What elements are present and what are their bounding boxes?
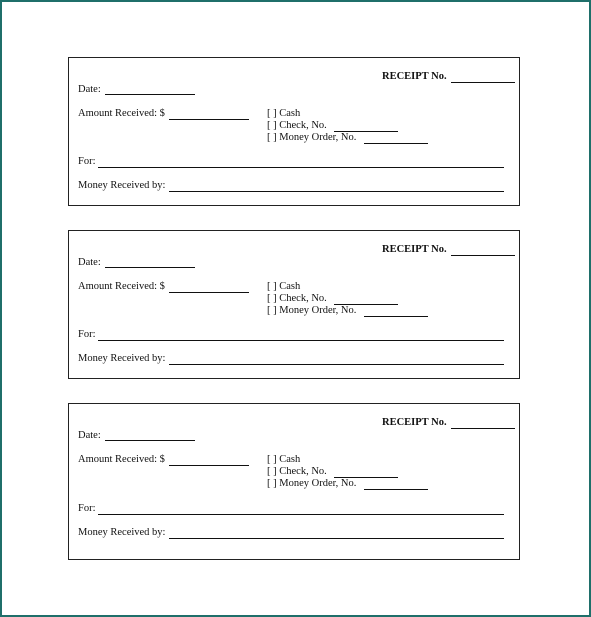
receipt-no-label: RECEIPT No. — [382, 244, 447, 255]
received-by-field[interactable] — [169, 364, 504, 365]
date-field[interactable] — [105, 94, 195, 95]
amount-field[interactable] — [169, 292, 249, 293]
for-field[interactable] — [98, 167, 504, 168]
date-label: Date: — [78, 84, 101, 95]
date-field[interactable] — [105, 440, 195, 441]
cash-option[interactable]: [ ] Cash — [267, 108, 301, 119]
receipt-no-field[interactable] — [451, 428, 515, 429]
receipt-no-field[interactable] — [451, 255, 515, 256]
date-label: Date: — [78, 430, 101, 441]
amount-field[interactable] — [169, 465, 249, 466]
money-received-by-label: Money Received by: — [78, 527, 166, 538]
money-received-by-label: Money Received by: — [78, 180, 166, 191]
check-option[interactable]: [ ] Check, No. — [267, 120, 327, 131]
cash-option[interactable]: [ ] Cash — [267, 454, 301, 465]
amount-received-label: Amount Received: $ — [78, 454, 165, 465]
for-label: For: — [78, 503, 96, 514]
receipt-no-label: RECEIPT No. — [382, 417, 447, 428]
receipt-block-2 — [68, 230, 520, 379]
money-received-by-label: Money Received by: — [78, 353, 166, 364]
received-by-field[interactable] — [169, 191, 504, 192]
check-option[interactable]: [ ] Check, No. — [267, 466, 327, 477]
cash-option[interactable]: [ ] Cash — [267, 281, 301, 292]
money-order-no-field[interactable] — [364, 489, 428, 490]
check-option[interactable]: [ ] Check, No. — [267, 293, 327, 304]
date-label: Date: — [78, 257, 101, 268]
for-field[interactable] — [98, 514, 504, 515]
amount-field[interactable] — [169, 119, 249, 120]
for-field[interactable] — [98, 340, 504, 341]
receipt-block-1 — [68, 57, 520, 206]
money-order-option[interactable]: [ ] Money Order, No. — [267, 132, 357, 143]
received-by-field[interactable] — [169, 538, 504, 539]
receipt-no-field[interactable] — [451, 82, 515, 83]
money-order-no-field[interactable] — [364, 316, 428, 317]
money-order-option[interactable]: [ ] Money Order, No. — [267, 305, 357, 316]
date-field[interactable] — [105, 267, 195, 268]
receipt-block-3 — [68, 403, 520, 560]
receipt-no-label: RECEIPT No. — [382, 71, 447, 82]
amount-received-label: Amount Received: $ — [78, 281, 165, 292]
for-label: For: — [78, 329, 96, 340]
amount-received-label: Amount Received: $ — [78, 108, 165, 119]
money-order-option[interactable]: [ ] Money Order, No. — [267, 478, 357, 489]
for-label: For: — [78, 156, 96, 167]
money-order-no-field[interactable] — [364, 143, 428, 144]
